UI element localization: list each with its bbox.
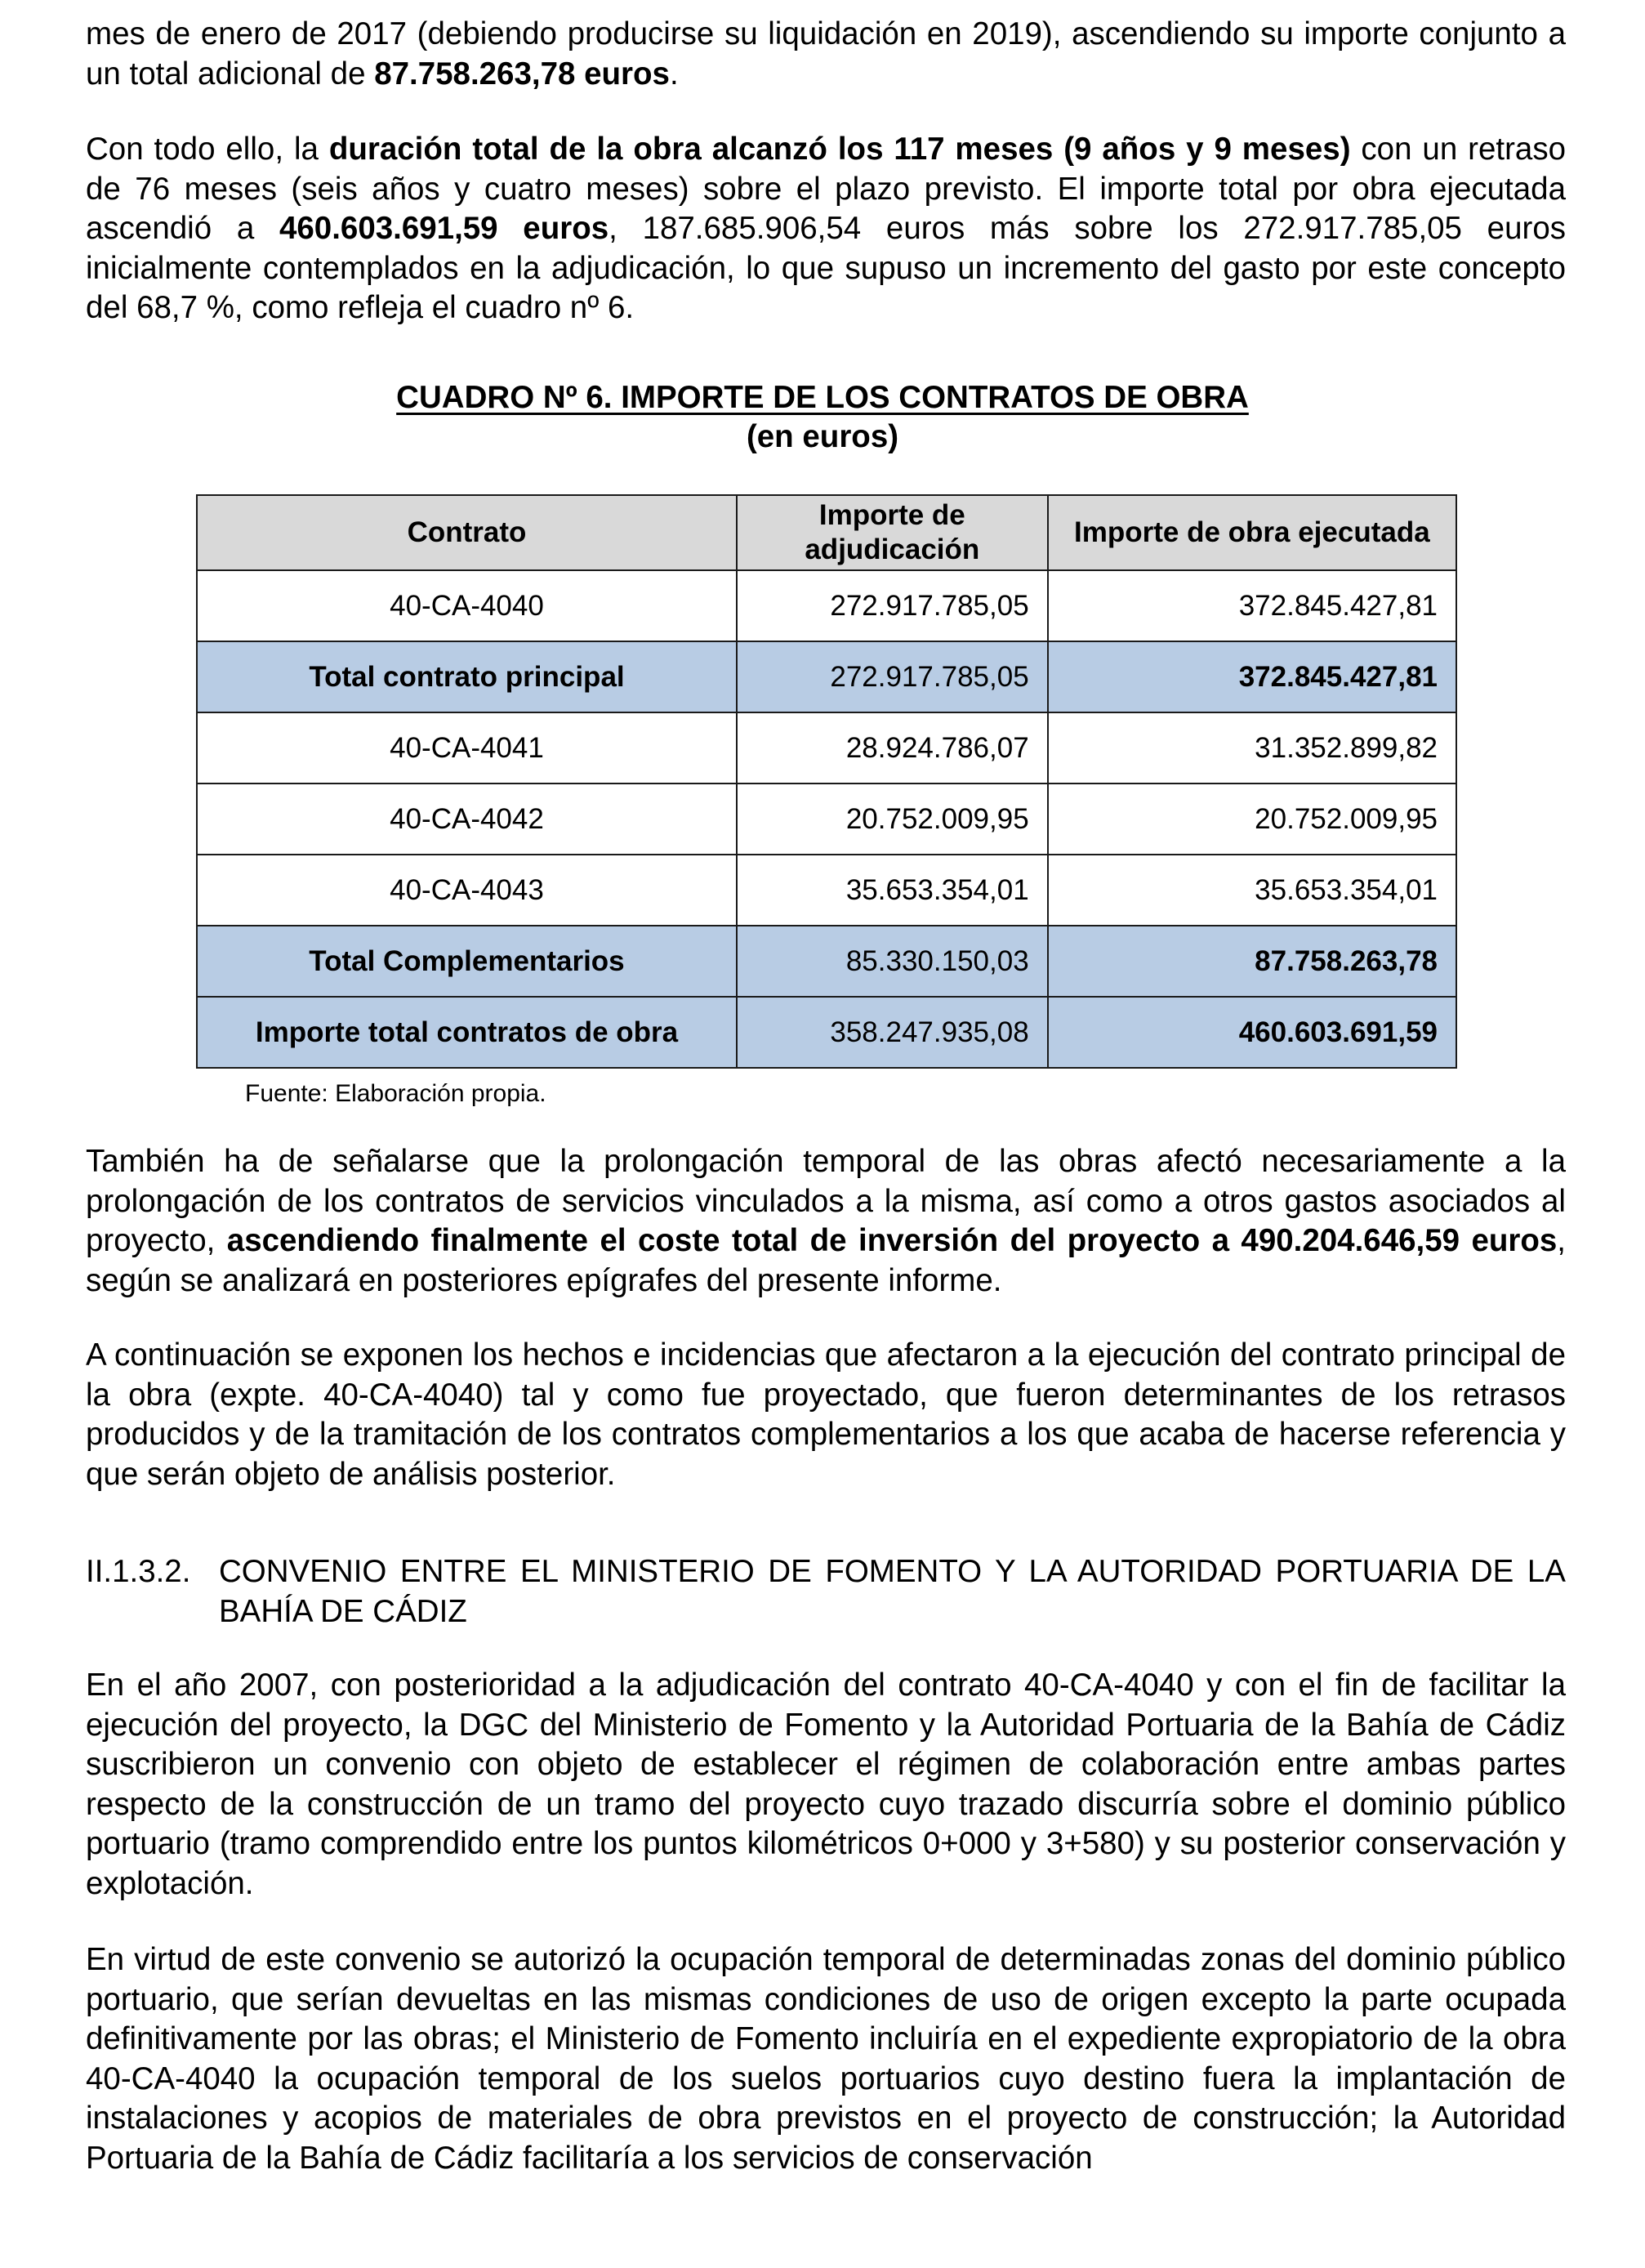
virtud-paragraph: En virtud de este convenio se autorizó la ocupación temporal de determinadas zonas del dominio público portuario, que serían devueltas en las mismas condiciones de uso de origen excepto la parte ocupada definitivamente por las obras; el Ministerio de Fomento incluiría en el expediente expropiatorio de la obra 40-CA-4040 la ocupación temporal de los suelos portuarios cuyo destino fuera la implantación de instalaciones y acopios de materiales de obra previstos en el proyecto de construcción; la Autoridad Portuaria de la Bahía de Cádiz facilitaría a los servicios de conservación — [86, 1942, 1566, 2176]
cell-adjudicacion: 28.924.786,07 — [737, 712, 1048, 784]
table-subtitle: (en euros) — [746, 419, 899, 454]
intro-text: mes de enero de 2017 (debiendo producirse su liquidación en 2019), ascendiendo su importe conjunto a un total adicional de — [86, 16, 1566, 92]
cell-ejecutada: 372.845.427,81 — [1048, 570, 1456, 641]
table-row — [197, 784, 1456, 855]
prolongacion-total-cost: ascendiendo finalmente el coste total de inversión del proyecto a 490.204.646,59 euros — [226, 1223, 1558, 1258]
summary-paragraph — [86, 130, 1566, 328]
cell-contrato: 40-CA-4043 — [197, 855, 737, 926]
intro-end: . — [669, 56, 679, 92]
summary-text-c: con un retraso de 76 meses (seis años y cuatro meses) sobre el plazo previsto. El importe total por obra ejecutada ascendió a — [86, 132, 1566, 246]
prolongacion-text-c: , según se analizará en posteriores epígrafes del presente informe. — [86, 1223, 1566, 1298]
source-note: Fuente: Elaboración propia. — [245, 1080, 546, 1107]
table-caption — [0, 378, 1645, 457]
prolongacion-paragraph — [86, 1142, 1566, 1301]
cell-ejecutada: 460.603.691,59 — [1048, 997, 1456, 1068]
intro-amount: 87.758.263,78 euros — [374, 56, 670, 92]
cell-ejecutada: 87.758.263,78 — [1048, 926, 1456, 997]
header-adjudicacion: Importe de adjudicación — [737, 495, 1048, 570]
header-contrato: Contrato — [197, 495, 737, 570]
continuacion-paragraph: A continuación se exponen los hechos e incidencias que afectaron a la ejecución del contrato principal de la obra (expte. 40-CA-4040) tal y como fue proyectado, que fueron determinantes de los retrasos producidos y de la tramitación de los contratos complementarios a los que acaba de hacerse referencia y que serán objeto de análisis posterior. — [86, 1337, 1566, 1492]
cell-contrato: 40-CA-4041 — [197, 712, 737, 784]
cell-adjudicacion: 20.752.009,95 — [737, 784, 1048, 855]
cell-adjudicacion: 272.917.785,05 — [737, 641, 1048, 712]
cell-ejecutada: 35.653.354,01 — [1048, 855, 1456, 926]
section-number: II.1.3.2. — [86, 1554, 191, 1589]
convenio-paragraph: En el año 2007, con posterioridad a la adjudicación del contrato 40-CA-4040 y con el fin de facilitar la ejecución del proyecto, la DGC del Ministerio de Fomento y la Autoridad Portuaria de la Bahía de Cádiz suscribieron un convenio con objeto de establecer el régimen de colaboración entre ambas partes respecto de la construcción de un tramo del proyecto cuyo trazado discurría sobre el dominio público portuario (tramo comprendido entre los puntos kilométricos 0+000 y 3+580) y su posterior conservación y explotación. — [86, 1668, 1566, 1901]
cell-contrato: Total contrato principal — [197, 641, 737, 712]
cell-contrato: 40-CA-4042 — [197, 784, 737, 855]
table-total-row — [197, 641, 1456, 712]
header-ejecutada: Importe de obra ejecutada — [1048, 495, 1456, 570]
summary-total-amount: 460.603.691,59 euros — [279, 211, 609, 246]
cell-ejecutada: 372.845.427,81 — [1048, 641, 1456, 712]
summary-text-a: Con todo ello, la — [86, 132, 329, 167]
summary-text-e: , 187.685.906,54 euros más sobre los 272.917.785,05 euros inicialmente contemplados en la adjudicación, lo que supuso un incremento del gasto por este concepto del 68,7 %, como refleja el cuadro nº 6. — [86, 211, 1566, 325]
table-row — [197, 712, 1456, 784]
summary-duration: duración total de la obra alcanzó los 117 meses (9 años y 9 meses) — [328, 132, 1351, 167]
intro-paragraph — [86, 15, 1566, 94]
cell-adjudicacion: 85.330.150,03 — [737, 926, 1048, 997]
table-total-row — [197, 997, 1456, 1068]
cell-adjudicacion: 272.917.785,05 — [737, 570, 1048, 641]
cell-ejecutada: 31.352.899,82 — [1048, 712, 1456, 784]
contracts-table — [196, 494, 1457, 1069]
table-total-row — [197, 926, 1456, 997]
table-title: CUADRO Nº 6. IMPORTE DE LOS CONTRATOS DE OBRA — [396, 380, 1249, 415]
cell-contrato: 40-CA-4040 — [197, 570, 737, 641]
table-row — [197, 855, 1456, 926]
cell-adjudicacion: 35.653.354,01 — [737, 855, 1048, 926]
cell-contrato: Importe total contratos de obra — [197, 997, 737, 1068]
cell-adjudicacion: 358.247.935,08 — [737, 997, 1048, 1068]
cell-ejecutada: 20.752.009,95 — [1048, 784, 1456, 855]
section-title: CONVENIO ENTRE EL MINISTERIO DE FOMENTO Y LA AUTORIDAD PORTUARIA DE LA BAHÍA DE CÁDIZ — [219, 1554, 1566, 1629]
cell-contrato: Total Complementarios — [197, 926, 737, 997]
prolongacion-text-a: También ha de señalarse que la prolongación temporal de las obras afectó necesariamente a la prolongación de los contratos de servicios vinculados a la misma, así como a otros gastos asociados al proyecto, — [86, 1144, 1566, 1258]
table-header-row — [197, 495, 1456, 570]
table-row — [197, 570, 1456, 641]
